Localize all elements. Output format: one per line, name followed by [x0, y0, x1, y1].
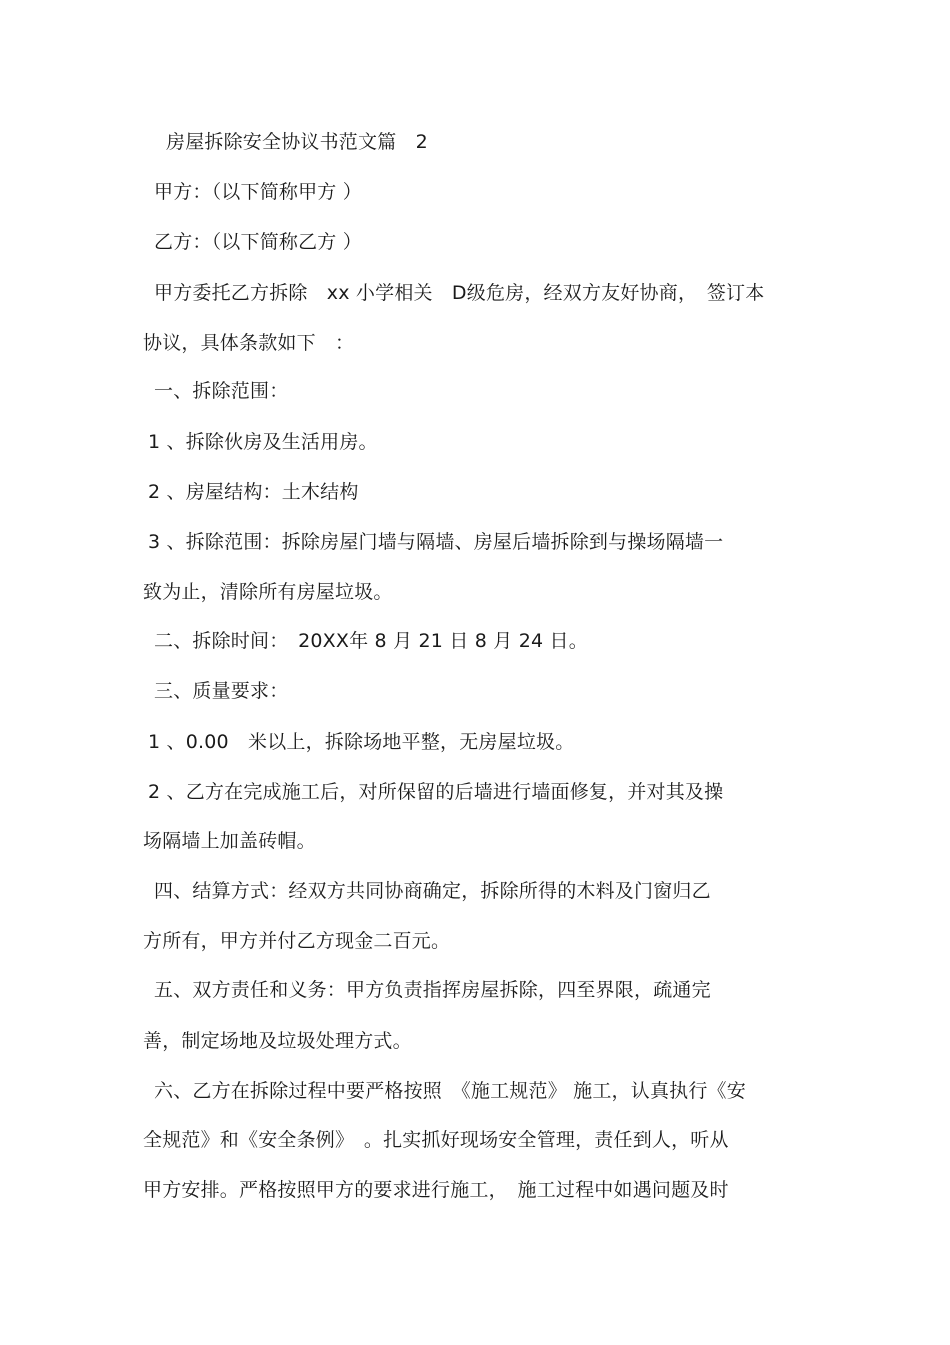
paragraph-line: 甲方安排。严格按照甲方的要求进行施工， 施工过程中如遇问题及时 [143, 1179, 729, 1201]
paragraph-line: 1 、拆除伙房及生活用房。 [148, 431, 378, 453]
document-title: 房屋拆除安全协议书范文篇 2 [166, 131, 428, 153]
paragraph-line: 善，制定场地及垃圾处理方式。 [143, 1030, 412, 1052]
paragraph-line: 方所有，甲方并付乙方现金二百元。 [143, 930, 451, 952]
paragraph-line: 3 、拆除范围：拆除房屋门墙与隔墙、房屋后墙拆除到与操场隔墙一 [148, 531, 724, 553]
paragraph-line: 甲方：（以下简称甲方 ） [154, 181, 362, 203]
paragraph-line: 2 、乙方在完成施工后，对所保留的后墙进行墙面修复，并对其及操 [148, 781, 724, 803]
paragraph-line: 六、乙方在拆除过程中要严格按照 《施工规范》 施工，认真执行《安 [154, 1080, 746, 1102]
paragraph-line: 二、拆除时间： 20XX年 8 月 21 日 8 月 24 日。 [154, 630, 588, 652]
paragraph-line: 场隔墙上加盖砖帽。 [143, 830, 316, 852]
paragraph-line: 1 、0.00 米以上，拆除场地平整，无房屋垃圾。 [148, 731, 575, 753]
paragraph-line: 2 、房屋结构：土木结构 [148, 481, 359, 503]
paragraph-line: 协议，具体条款如下 ： [143, 332, 355, 354]
paragraph-line: 四、结算方式：经双方共同协商确定，拆除所得的木料及门窗归乙 [154, 880, 711, 902]
paragraph-line: 一、拆除范围： [154, 380, 289, 402]
paragraph-line: 乙方：（以下简称乙方 ） [154, 231, 362, 253]
paragraph-line: 致为止，清除所有房屋垃圾。 [143, 581, 393, 603]
paragraph-line: 三、质量要求： [154, 680, 289, 702]
paragraph-line: 全规范》和《安全条例》 。扎实抓好现场安全管理，责任到人，听从 [143, 1129, 729, 1151]
paragraph-line: 五、双方责任和义务：甲方负责指挥房屋拆除，四至界限，疏通完 [154, 979, 711, 1001]
paragraph-line: 甲方委托乙方拆除 xx 小学相关 D级危房，经双方友好协商， 签订本 [154, 282, 765, 304]
